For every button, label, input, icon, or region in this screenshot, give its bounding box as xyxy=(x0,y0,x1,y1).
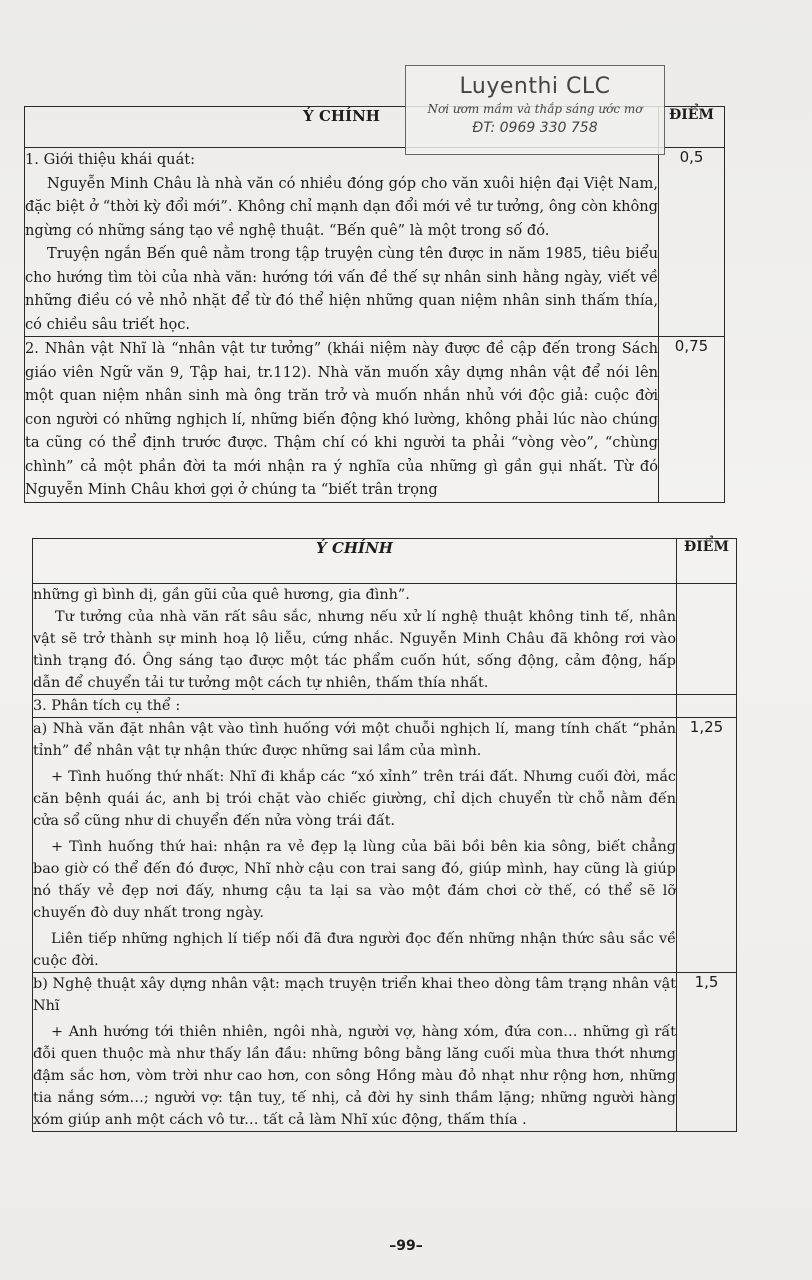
paragraph: + Tình huống thứ hai: nhận ra vẻ đẹp lạ lùng của bãi bồi bên kia sông, biết chẳng bao giờ có thể đến đó được, Nhĩ nhờ cậu con trai sang đó, giúp mình, hay cũng là giúp nó thấy vẻ đẹp nơi đấy, nhưng cậu ta lại sa vào một đám chơi cờ thế, có thể sẽ lỡ chuyến đò duy nhất trong ngày. xyxy=(33,839,676,921)
paragraph xyxy=(33,973,676,1017)
analysis-heading-cell xyxy=(33,695,677,718)
table-row xyxy=(33,584,737,695)
table-row xyxy=(25,337,725,503)
section-character-cell xyxy=(25,337,659,503)
paragraph: Truyện ngắn Bến quê nằm trong tập truyện cùng tên được in năm 1985, tiêu biểu cho hướng tìm tòi của nhà văn: hướng tới vấn đề thế sự nhân sinh hằng ngày, viết về những điều có vẻ nhỏ nhặt để từ đó thể hiện những quan niệm nhân sinh thấm thía, có chiều sâu triết học. xyxy=(25,245,658,333)
score-cell xyxy=(677,718,737,973)
table-row xyxy=(33,718,737,973)
score-cell xyxy=(677,584,737,695)
analysis-b-cell xyxy=(33,973,677,1132)
paragraph: 2. Nhân vật Nhĩ là “nhân vật tư tưởng” (khái niệm này được đề cập đến trong Sách giáo viên Ngữ văn 9, Tập hai, tr.112). Nhà văn muốn xây dựng nhân vật để nói lên một quan niệm nhân sinh mà ông trăn trở và muốn nhắn nhủ với độc giả: cuộc đời con người có những nghịch lí, những biến động khó lường, không phải lúc nào chúng ta cũng có thể định trước được. Thậm chí có khi người ta phải “vòng vèo”, “chùng chình” cả một phần đời ta mới nhận ra ý nghĩa của những gì gần gụi nhất. Từ đó Nguyễn Minh Châu khơi gợi ở chúng ta “biết trân trọng xyxy=(25,340,658,498)
stamp-slogan: Nơi ươm mầm và thắp sáng ước mơ xyxy=(427,102,643,116)
table-header-row xyxy=(33,539,737,584)
paragraph: Nguyễn Minh Châu là nhà văn có nhiều đóng góp cho văn xuôi hiện đại Việt Nam, đặc biệt ở “thời kỳ đổi mới”. Không chỉ mạnh dạn đổi mới về tư tưởng, ông còn không ngừng có những sáng tạo về nghệ thuật. “Bến quê” là một trong số đó. xyxy=(25,174,658,239)
paragraph: Tư tưởng của nhà văn rất sâu sắc, nhưng nếu xử lí nghệ thuật không tinh tế, nhân vật sẽ trở thành sự minh hoạ lộ liễu, cứng nhắc. Nguyễn Minh Châu đã không rơi vào tình trạng đó. Ông sáng tạo được một tác phẩm cuốn hút, sống động, cảm động, hấp dẫn để chuyển tải tư tưởng một cách tự nhiên, thấm thía nhất. xyxy=(33,609,676,691)
continuation-cell xyxy=(33,584,677,695)
grading-table-top xyxy=(24,106,725,503)
item-intro: Nghệ thuật xây dựng nhân vật: mạch truyện triển khai theo dòng tâm trạng nhân vật Nhĩ xyxy=(33,976,676,1014)
table-row xyxy=(33,973,737,1132)
header-main-ideas: Ý CHÍNH xyxy=(33,539,677,584)
header-score: ĐIỂM xyxy=(659,107,725,148)
header-score: ĐIỂM xyxy=(677,539,737,584)
score-value: 0,5 xyxy=(679,148,704,166)
header-main-ideas: Ý CHÍNH xyxy=(25,107,659,148)
table-row xyxy=(25,148,725,337)
stamp-title: Luyenthi CLC xyxy=(459,74,611,99)
paragraph: những gì bình dị, gần gũi của quê hương, gia đình”. xyxy=(33,587,410,603)
score-cell xyxy=(659,337,725,503)
analysis-a-cell xyxy=(33,718,677,973)
paragraph: + Tình huống thứ nhất: Nhĩ đi khắp các “xó xỉnh” trên trái đất. Nhưng cuối đời, mắc căn bệnh quái ác, anh bị trói chặt vào chiếc giường, chỉ dịch chuyển từ chỗ nằm đến cửa sổ cũng như di chuyển đến nửa vòng trái đất. xyxy=(33,769,676,829)
score-value: 1,25 xyxy=(689,718,724,736)
score-value: 0,75 xyxy=(674,337,709,355)
page-number: –99– xyxy=(389,1238,423,1254)
section-heading: 1. Giới thiệu khái quát: xyxy=(25,151,196,168)
paragraph xyxy=(33,718,676,762)
table-row xyxy=(33,695,737,718)
paragraph: Liên tiếp những nghịch lí tiếp nối đã đưa người đọc đến những nhận thức sâu sắc về cuộc đời. xyxy=(33,931,676,969)
item-intro: Nhà văn đặt nhân vật vào tình huống với một chuỗi nghịch lí, mang tính chất “phản tỉnh” để nhân vật tự nhận thức được những sai lầm của mình. xyxy=(33,721,676,759)
item-label: b) xyxy=(33,976,48,992)
score-cell xyxy=(677,973,737,1132)
grading-table-bottom xyxy=(32,538,737,1132)
section-heading: 3. Phân tích cụ thể : xyxy=(33,698,181,714)
stamp-phone: ĐT: 0969 330 758 xyxy=(472,120,598,136)
watermark-stamp xyxy=(405,65,665,155)
score-value: 1,5 xyxy=(694,973,719,991)
section-intro-cell xyxy=(25,148,659,337)
paragraph: + Anh hướng tới thiên nhiên, ngôi nhà, người vợ, hàng xóm, đứa con… những gì rất đỗi quen thuộc mà như thấy lần đầu: những bông bằng lăng cuối mùa thưa thớt nhưng đậm sắc hơn, vòm trời như cao hơn, con sông Hồng màu đỏ nhạt như rộng hơn, những tia nắng sớm…; người vợ: tận tuỵ, tế nhị, cả đời hy sinh thầm lặng; những người hàng xóm giúp anh một cách vô tư… tất cả làm Nhĩ xúc động, thấm thía . xyxy=(33,1024,676,1128)
item-label: a) xyxy=(33,721,48,737)
score-cell xyxy=(677,695,737,718)
score-cell xyxy=(659,148,725,337)
